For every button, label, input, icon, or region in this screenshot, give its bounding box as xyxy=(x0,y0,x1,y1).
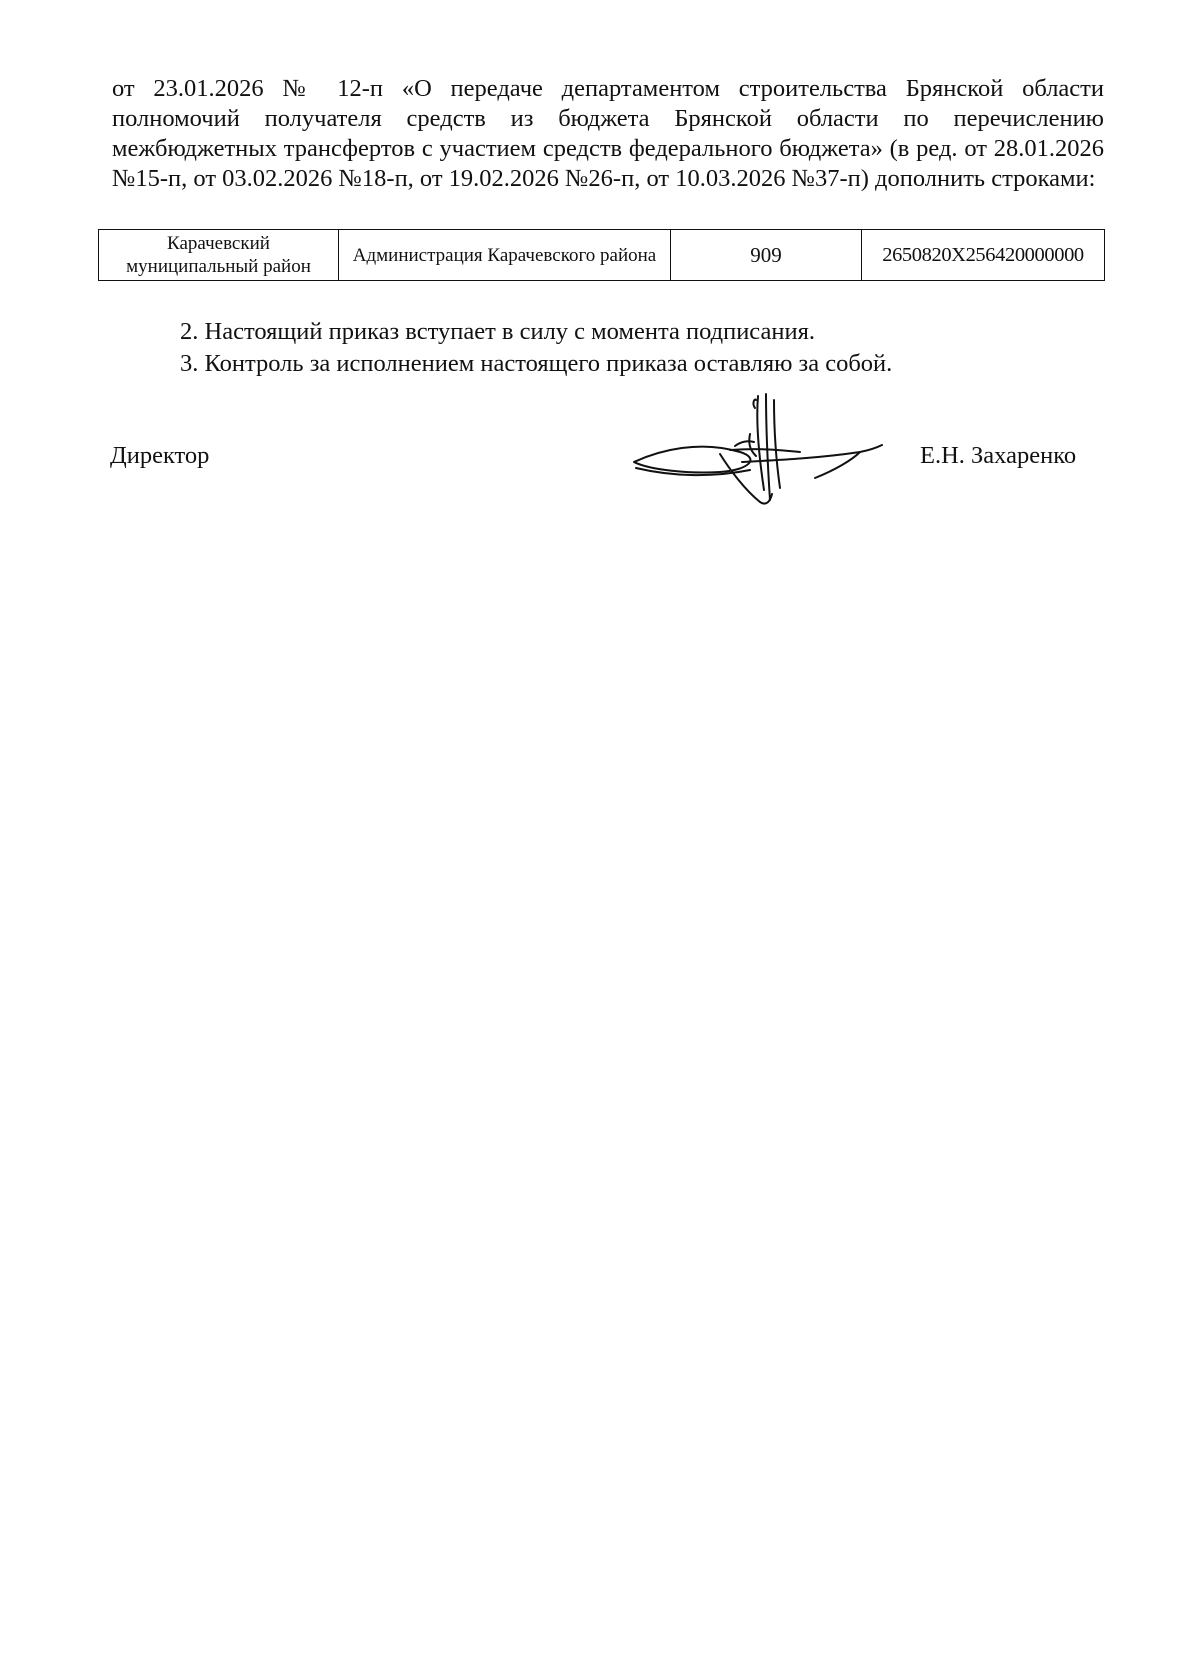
account-cell: 2650820X256420000000 xyxy=(862,230,1105,281)
signatory-position: Директор xyxy=(110,442,210,469)
item-control: 3. Контроль за исполнением настоящего приказа оставляю за собой. xyxy=(180,350,893,377)
code-cell: 909 xyxy=(671,230,862,281)
district-cell: Карачевский муниципальный район xyxy=(99,230,339,281)
administration-cell: Администрация Карачевского района xyxy=(339,230,671,281)
intro-paragraph: от 23.01.2026 № 12-п «О передаче департаментом строительства Брянской области полномочий получателя средств из бюджета Брянской области по перечислению межбюджетных трансфертов с участием средств федерального бюджета» (в ред. от 28.01.2026 №15-п, от 03.02.2026 №18-п, от 19.02.2026 №26-п, от 10.03.2026 №37-п) дополнить строками: xyxy=(112,75,1104,192)
item-effective-date: 2. Настоящий приказ вступает в силу с момента подписания. xyxy=(180,318,815,345)
handwritten-signature-icon xyxy=(630,390,900,525)
table-row xyxy=(99,230,1105,281)
signatory-name: Е.Н. Захаренко xyxy=(920,442,1077,469)
amendment-table xyxy=(98,229,1105,281)
